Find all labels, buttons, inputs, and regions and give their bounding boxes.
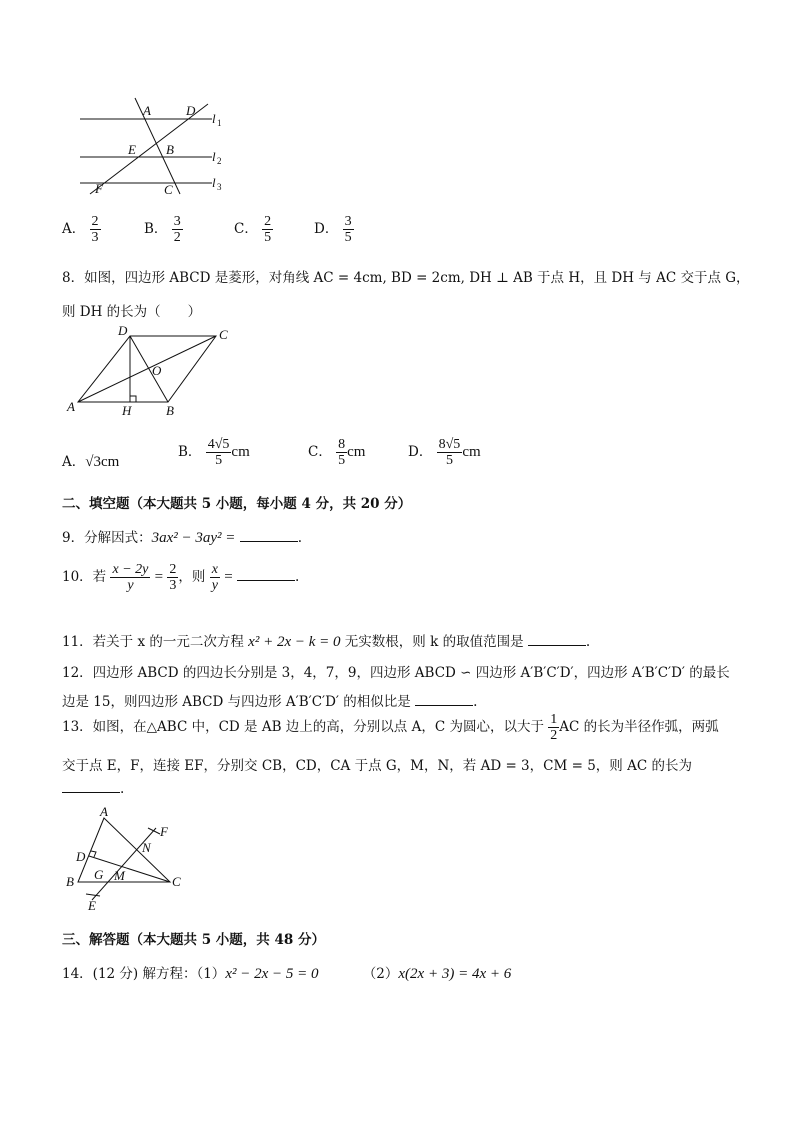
q10 (62, 562, 299, 593)
option-letter: D． (408, 444, 433, 460)
q8-line2: 则 DH 的长为（ ） (62, 304, 202, 320)
q8-line1: 8．如图，四边形 ABCD 是菱形，对角线 AC = 4cm, BD = 2cm, DH ⊥ AB 于点 H，且 DH 与 AC 交于点 G， (62, 270, 750, 286)
section-heading-fill-in: 二、填空题（本大题共 5 小题，每小题 4 分，共 20 分） (62, 496, 412, 512)
option-letter: B． (178, 444, 202, 460)
q10-fraction-3: $\frac{x}{y}$ (211, 562, 218, 593)
q13-line1-part-a: 13．如图，在△ABC 中，CD 是 AB 边上的高，分别以点 A，C 为圆心，以大于 (62, 719, 544, 735)
perpendicular-bisector-ef (92, 828, 156, 900)
q7-figure (70, 96, 240, 200)
q9-prefix: 9．分解因式： (62, 530, 152, 546)
arc-mark-f (148, 828, 160, 834)
option-fraction: $\frac{4√5}{5}$ (207, 437, 230, 468)
q8-option-c[interactable] (308, 437, 365, 468)
label-E: E (88, 898, 96, 912)
q14-equation-1: x² − 2x − 5 = 0 (225, 966, 319, 982)
option-value: √3cm (85, 454, 120, 470)
option-fraction: $\frac{2}{5}$ (264, 214, 272, 245)
label-l3: l (212, 175, 216, 190)
option-unit: cm (462, 444, 481, 460)
q13-line3 (62, 780, 124, 797)
label-D: D (76, 849, 86, 864)
q12-line1: 12．四边形 ABCD 的四边长分别是 3，4，7，9，四边形 ABCD ∽ 四边形 A′B′C′D′，四边形 A′B′C′D′ 的最长 (62, 665, 730, 681)
q13-half-fraction: $\frac{1}{2}$ (550, 712, 558, 743)
q13-line1 (62, 712, 719, 743)
q9-expression: 3ax² − 3ay² = (151, 530, 236, 546)
diagonal-bd (130, 336, 168, 402)
option-fraction: $\frac{3}{5}$ (344, 214, 352, 245)
q13-figure (60, 806, 190, 912)
label-B: B (66, 874, 74, 889)
option-fraction: $\frac{3}{2}$ (173, 214, 181, 245)
option-fraction: $\frac{8}{5}$ (338, 437, 346, 468)
q9 (62, 526, 302, 547)
label-l2: l (212, 149, 216, 164)
option-letter: A． (62, 221, 86, 237)
label-H: H (122, 403, 132, 418)
q13-line1-part-b: AC 的长为半径作弧，两弧 (559, 719, 719, 735)
q7-option-b[interactable] (144, 214, 183, 245)
label-A: A (143, 103, 151, 118)
q11-suffix: . (585, 634, 591, 650)
diagonal-ac (78, 336, 216, 402)
q11-text-2: 无实数根，则 k 的取值范围是 (340, 634, 524, 650)
q12-answer-blank[interactable] (415, 693, 473, 706)
q10-answer-blank[interactable] (237, 568, 295, 581)
option-unit: cm (231, 444, 250, 460)
label-B: B (166, 142, 174, 157)
q12-line2 (62, 690, 477, 710)
q13-suffix: . (120, 781, 125, 797)
q9-suffix: . (297, 530, 302, 546)
q7-option-d[interactable] (314, 214, 354, 245)
q10-suffix: . (295, 569, 300, 585)
q8-option-a[interactable] (62, 450, 119, 471)
q8-option-b[interactable] (178, 437, 250, 468)
label-E: E (128, 142, 136, 157)
q11 (62, 630, 590, 651)
label-l1: l (212, 111, 216, 126)
option-letter: B． (144, 221, 168, 237)
label-O: O (152, 363, 162, 378)
q8-option-d[interactable] (408, 437, 481, 468)
option-fraction: $\frac{2}{3}$ (91, 214, 99, 245)
q11-answer-blank[interactable] (528, 633, 586, 646)
q11-text-1: 11．若关于 x 的一元二次方程 (62, 634, 249, 650)
label-l1-sub: 1 (217, 118, 222, 128)
q8-figure (60, 322, 240, 420)
q14-prefix: 14．(12 分) 解方程：（1） (62, 966, 226, 982)
q13-answer-blank[interactable] (62, 780, 120, 793)
label-l2-sub: 2 (217, 156, 222, 166)
q14 (62, 962, 511, 983)
q13-line2: 交于点 E，F，连接 EF，分别交 CB，CD，CA 于点 G，M，N，若 AD = 3，CM = 5，则 AC 的长为 (62, 758, 692, 774)
q10-equals-2: = (224, 569, 233, 585)
label-B: B (166, 403, 174, 418)
q11-expression: x² + 2x − k = 0 (248, 634, 341, 650)
q12-line2-text: 边是 15，则四边形 ABCD 与四边形 A′B′C′D′ 的相似比是 (62, 694, 411, 710)
label-C: C (164, 182, 173, 197)
q10-fraction-2: $\frac{2}{3}$ (169, 562, 177, 593)
label-M: M (114, 868, 125, 883)
section-heading-solutions: 三、解答题（本大题共 5 小题，共 48 分） (62, 932, 325, 948)
q7-option-c[interactable] (234, 214, 273, 245)
option-letter: C． (308, 444, 332, 460)
option-unit: cm (347, 444, 366, 460)
label-l3-sub: 3 (217, 182, 222, 192)
q14-equation-2: x(2x + 3) = 4x + 6 (398, 966, 512, 982)
q7-option-a[interactable] (62, 214, 101, 245)
q9-answer-blank[interactable] (240, 529, 298, 542)
option-letter: D． (314, 221, 339, 237)
q10-middle: ，则 (178, 569, 206, 585)
label-A: A (67, 399, 75, 414)
right-angle-mark (130, 396, 136, 402)
q12-suffix: . (473, 694, 478, 710)
label-C: C (219, 327, 228, 342)
label-F: F (95, 181, 103, 196)
label-D: D (118, 323, 128, 338)
label-D: D (186, 103, 196, 118)
q14-part-2-label: （2） (362, 966, 399, 982)
arc-mark-e (86, 894, 100, 896)
q10-equals: = (154, 569, 164, 585)
label-C: C (172, 874, 181, 889)
q10-prefix: 10．若 (62, 569, 107, 585)
option-letter: C． (234, 221, 258, 237)
q10-fraction-1: $\frac{x - 2y}{y}$ (112, 562, 149, 593)
option-letter: A． (62, 454, 86, 470)
label-N: N (142, 840, 151, 855)
option-fraction: $\frac{8√5}{5}$ (438, 437, 461, 468)
label-G: G (94, 867, 104, 882)
label-F: F (160, 824, 168, 839)
label-A: A (100, 806, 108, 819)
right-angle-mark (91, 851, 96, 857)
